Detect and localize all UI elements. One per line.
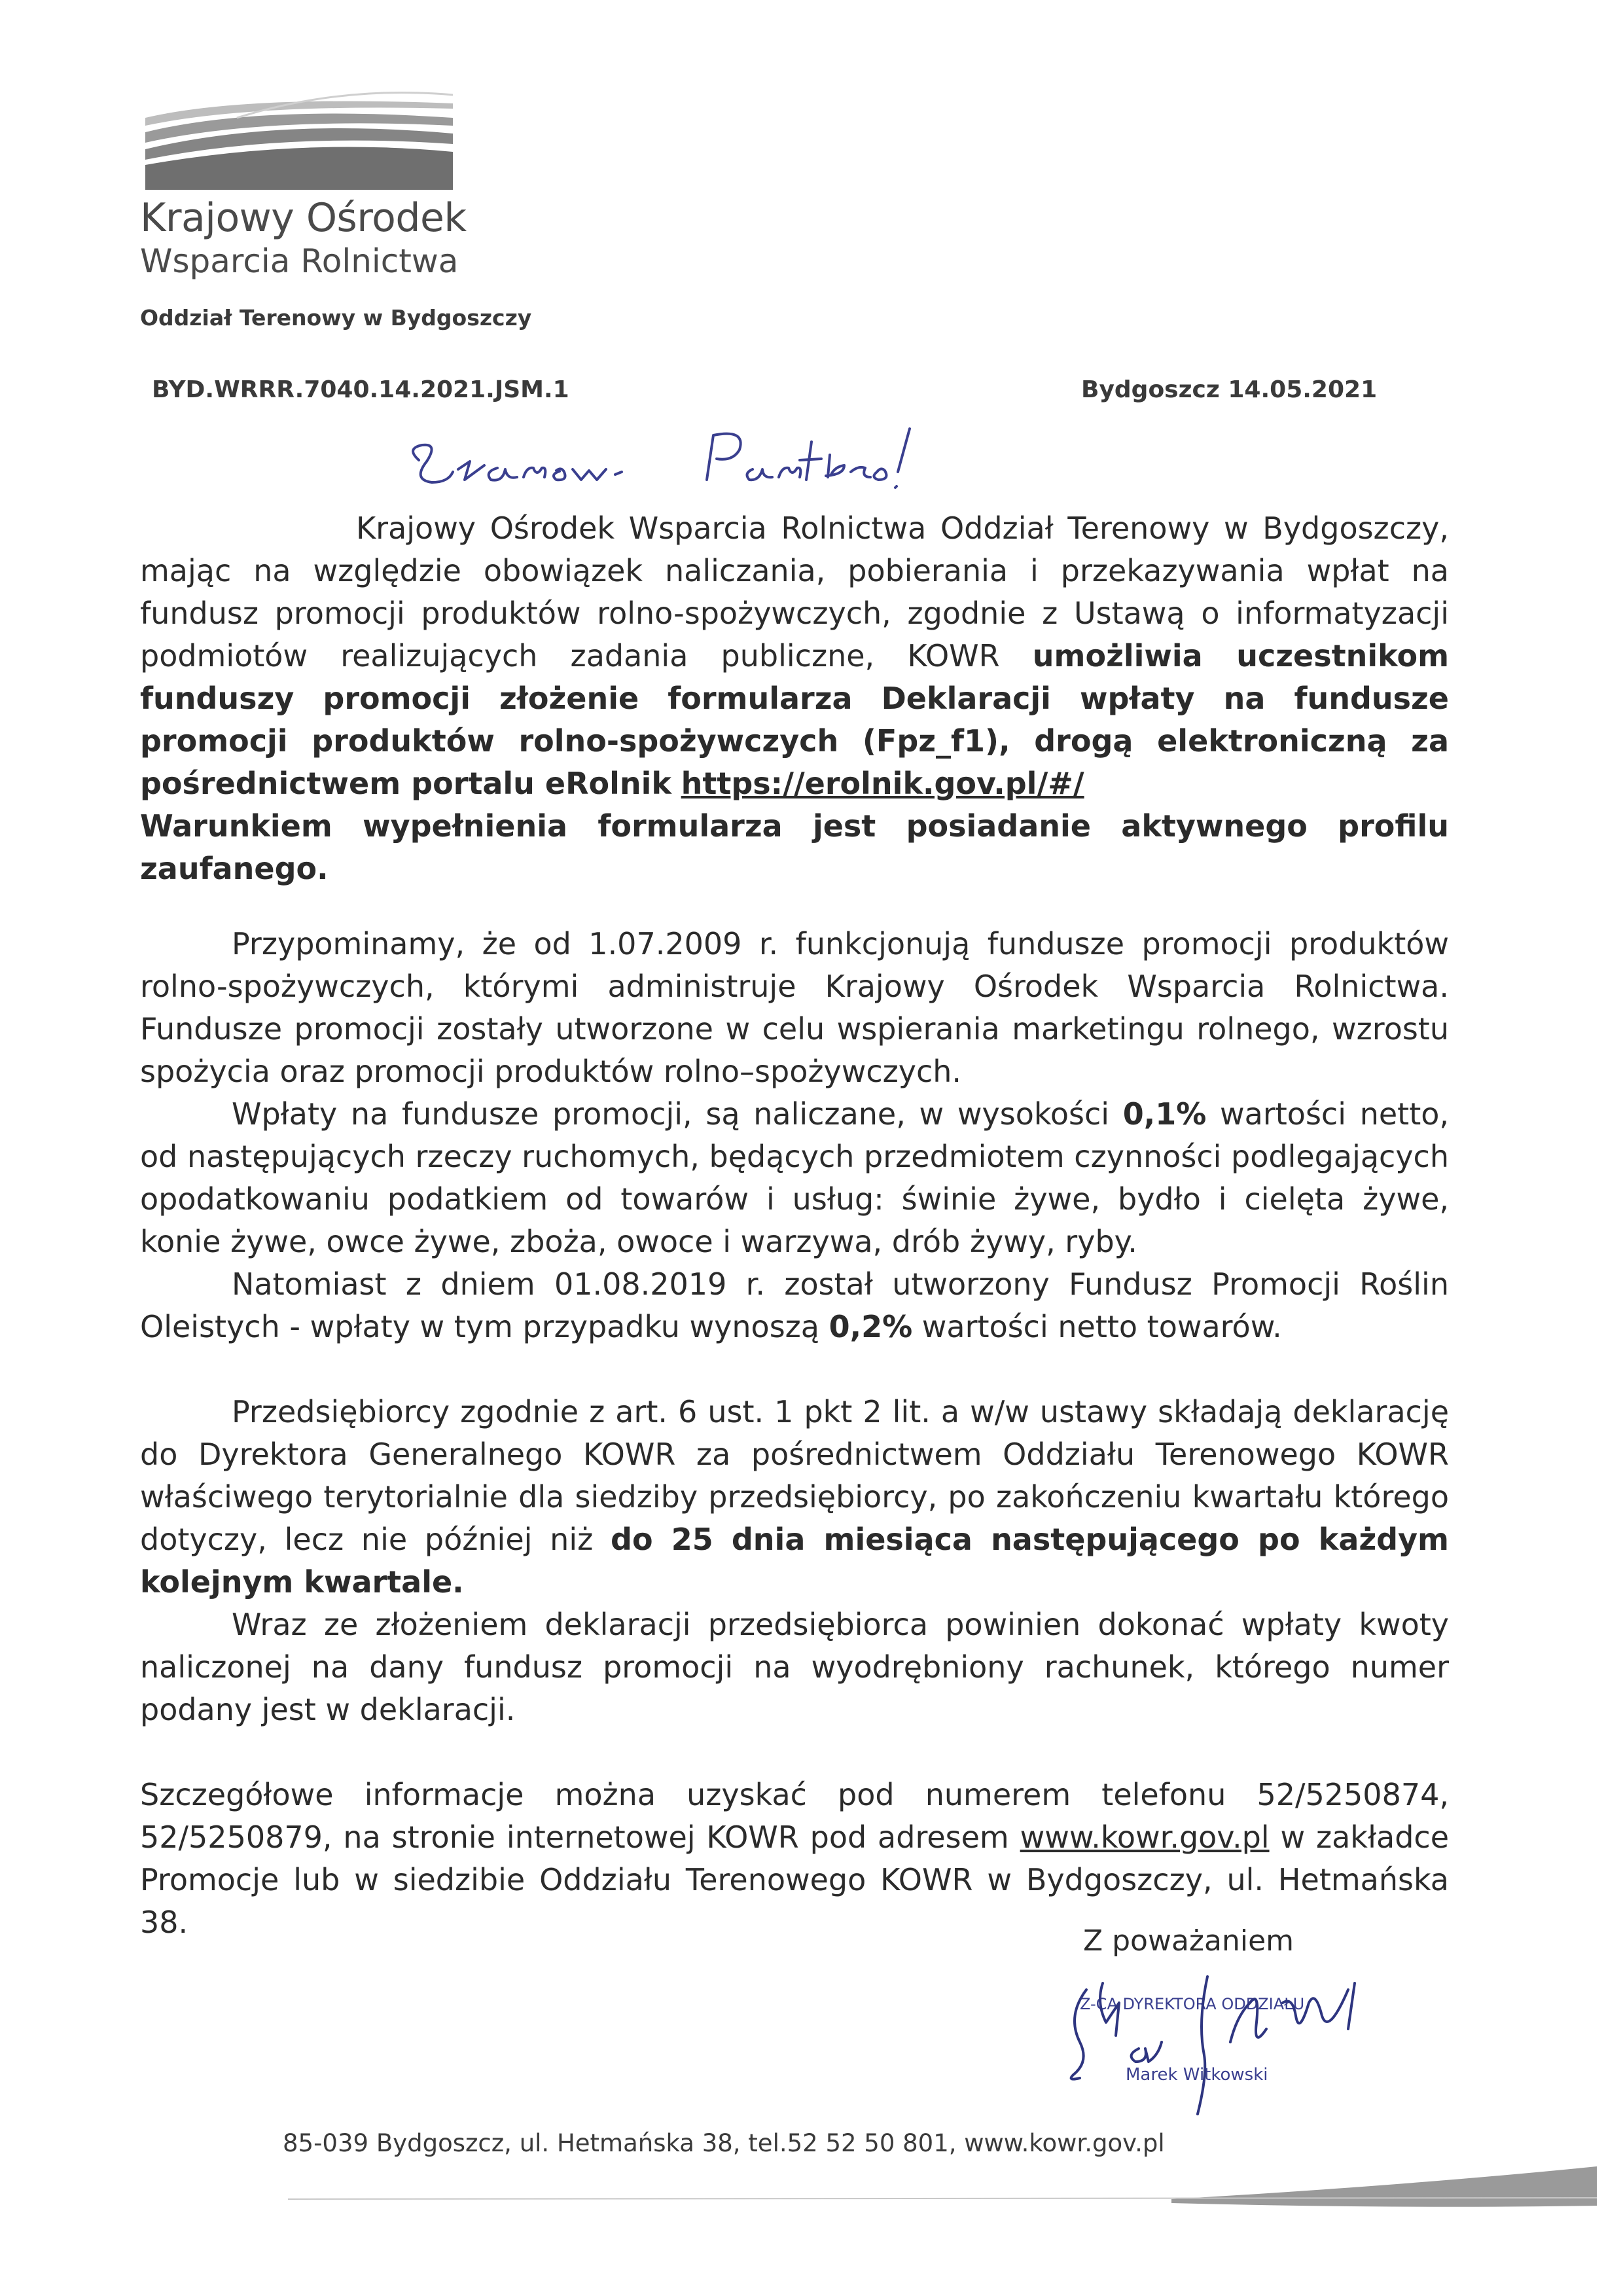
rate-text-b: wartości netto, od następujących rzeczy ruchomych, będących przedmiotem czynności podlegających opodatkowaniu podatkiem od towarów i usług: świnie żywe, bydło i cielęta żywe, konie żywe, owce żywe, zboża, owoce i warzywa, drób żywy, ryby. xyxy=(140,1096,1449,1259)
rate-value-01: 0,1% xyxy=(1122,1096,1207,1132)
deadline-bold: do 25 dnia miesiąca następującego po każdym kolejnym kwartale. xyxy=(140,1522,1449,1600)
contact-text-b: w zakładce Promocje lub w siedzibie Oddziału Terenowego KOWR w Bydgoszczy, ul. Hetmańska 38. xyxy=(140,1820,1449,1940)
stamp-title: Z-CA DYREKTORA ODDZIAŁU xyxy=(1080,1995,1305,2013)
rate-text-a: Wpłaty na fundusze promocji, są naliczane, w wysokości xyxy=(232,1096,1123,1132)
kowr-website-link[interactable]: www.kowr.gov.pl xyxy=(1020,1820,1270,1855)
contact-text-a: Szczegółowe informacje można uzyskać pod numerem telefonu 52/5250874, 52/5250879, na stronie internetowej KOWR pod adresem xyxy=(140,1777,1449,1855)
paragraph-erolnik-bold: umożliwia uczestnikom funduszy promocji złożenie formularza Deklaracji wpłaty na fundusze promocji produktów rolno-spożywczych (Fpz_f1), drogą elektroniczną za pośrednictwem portalu eRolnik xyxy=(140,638,1449,801)
erolnik-link[interactable]: https://erolnik.gov.pl/#/ xyxy=(681,766,1084,801)
oilseed-text-b: wartości netto towarów. xyxy=(912,1309,1282,1344)
paragraph-contribution-rate xyxy=(140,1093,1449,1263)
branch-name: Oddział Terenowy w Bydgoszczy xyxy=(140,305,532,331)
paragraph-oilseed-fund xyxy=(140,1263,1449,1348)
paragraph-payment: Wraz ze złożeniem deklaracji przedsiębiorca powinien dokonać wpłaty kwoty naliczonej na dany fundusz promocji na wyodrębniony rachunek, którego numer podany jest w deklaracji. xyxy=(140,1607,1449,1727)
deadline-text: Przedsiębiorcy zgodnie z art. 6 ust. 1 pkt 2 lit. a w/w ustawy składają deklarację do Dyrektora Generalnego KOWR za pośrednictwem Oddziału Terenowego KOWR właściwego terytorialnie dla siedziby przedsiębiorcy, po zakończeniu kwartału którego dotyczy, lecz nie później niż xyxy=(140,1394,1449,1557)
paragraph-contact xyxy=(140,1774,1449,1944)
footer-decoration xyxy=(288,2160,1597,2212)
signature-stamp xyxy=(1041,1964,1407,2121)
rate-value-02: 0,2% xyxy=(829,1309,913,1344)
trusted-profile-requirement: Warunkiem wypełnienia formularza jest posiadanie aktywnego profilu zaufanego. xyxy=(140,808,1449,886)
logo-name-line2: Wsparcia Rolnictwa xyxy=(140,242,459,280)
closing-phrase: Z poważaniem xyxy=(1083,1924,1294,1958)
paragraph-funds-intro: Przypominamy, że od 1.07.2009 r. funkcjonują fundusze promocji produktów rolno-spożywczych, którymi administruje Krajowy Ośrodek Wsparcia Rolnictwa. Fundusze promocji zostały utworzone w celu wspierania marketingu rolnego, wzrostu spożycia oraz promocji produktów rolno–spożywczych. xyxy=(140,926,1449,1089)
stamp-name: Marek Witkowski xyxy=(1126,2065,1268,2085)
paragraph-erolnik xyxy=(140,507,1449,890)
footer-address: 85-039 Bydgoszcz, ul. Hetmańska 38, tel.52 52 50 801, www.kowr.gov.pl xyxy=(283,2129,1165,2157)
kowr-logo-graphic xyxy=(145,92,453,190)
logo-name-line1: Krajowy Ośrodek xyxy=(140,195,467,241)
oilseed-text-a: Natomiast z dniem 01.08.2019 r. został utworzony Fundusz Promocji Roślin Oleistych - wpłaty w tym przypadku wynoszą xyxy=(140,1266,1449,1344)
letter-date: Bydgoszcz 14.05.2021 xyxy=(1081,376,1378,403)
paragraph-erolnik-text: Krajowy Ośrodek Wsparcia Rolnictwa Oddział Terenowy w Bydgoszczy, mając na względzie obowiązek naliczania, pobierania i przekazywania wpłat na fundusz promocji produktów rolno-spożywczych, zgodnie z Ustawą o informatyzacji podmiotów realizujących zadania publiczne, KOWR xyxy=(140,511,1449,673)
reference-number: BYD.WRRR.7040.14.2021.JSM.1 xyxy=(152,376,569,403)
handwritten-salutation xyxy=(393,409,969,501)
paragraph-declaration-deadline xyxy=(140,1391,1449,1604)
